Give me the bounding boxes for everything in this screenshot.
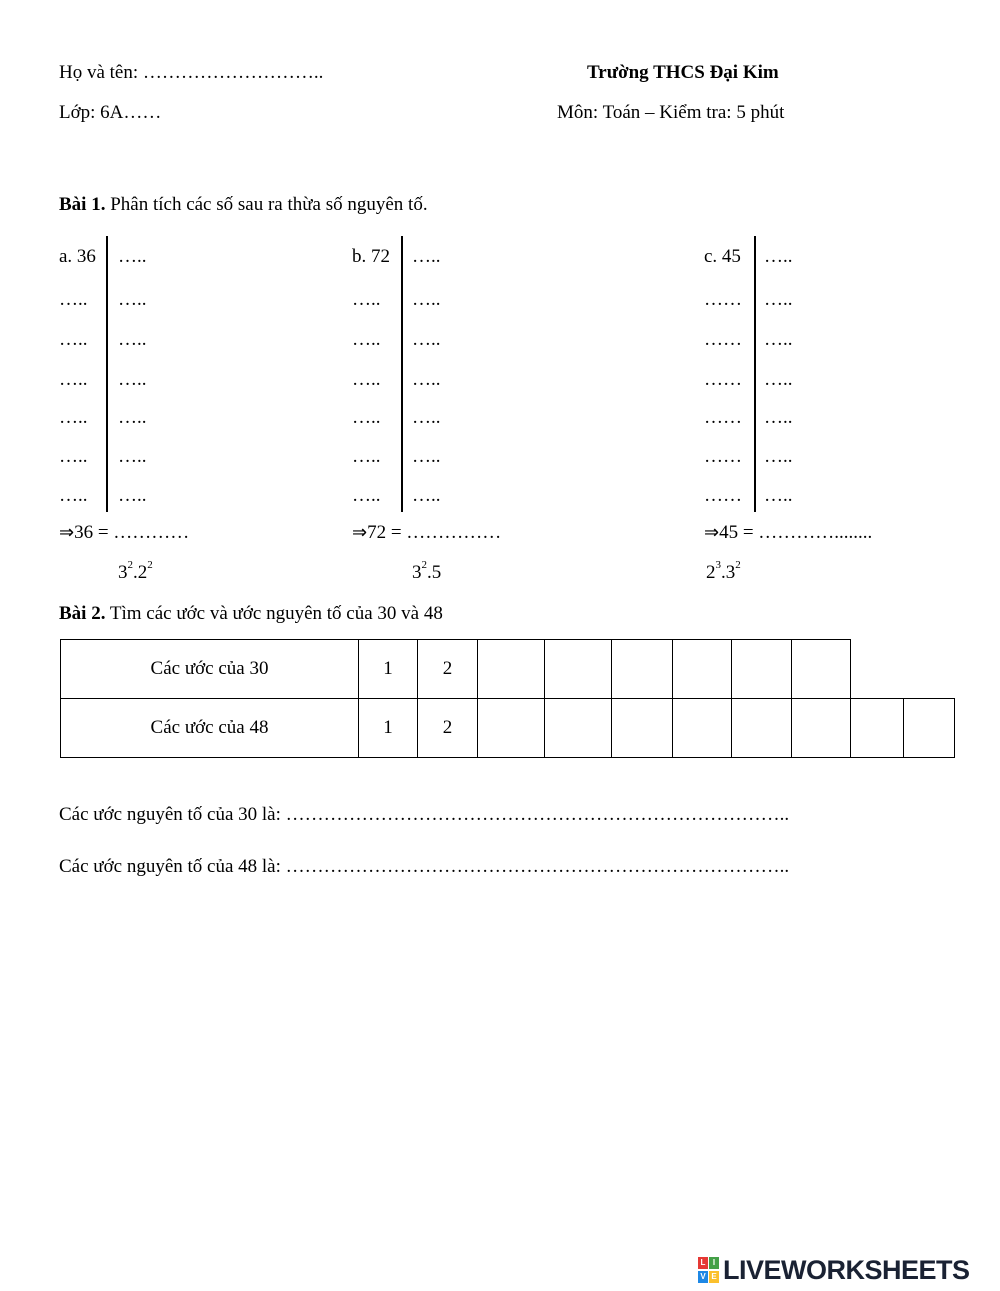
answer-exponent: 2 bbox=[127, 559, 133, 571]
column-row-left: ….. bbox=[59, 329, 88, 350]
logo-letter: L bbox=[698, 1257, 708, 1269]
implies-icon: ⇒ bbox=[704, 522, 720, 543]
answer-base: 2 bbox=[137, 562, 148, 583]
column-row-left: ….. bbox=[59, 485, 88, 506]
table-row bbox=[61, 640, 955, 699]
divisor-cell[interactable] bbox=[673, 640, 732, 699]
name-field-label: Họ và tên: ……………………….. bbox=[59, 62, 324, 83]
column-row-left: ….. bbox=[59, 289, 88, 310]
divisor-cell[interactable] bbox=[792, 699, 851, 758]
column-row-right: ….. bbox=[412, 329, 441, 350]
answer-dot: . bbox=[427, 562, 432, 583]
answer-expression bbox=[412, 559, 442, 583]
answer-base: 2 bbox=[706, 562, 716, 583]
column-row-left: ….. bbox=[59, 446, 88, 467]
divisor-cell[interactable] bbox=[904, 699, 955, 758]
column-first-left: b. 72 bbox=[352, 246, 390, 267]
prime-divisors-48: Các ước nguyên tố của 48 là: …………………………………………………………………….. bbox=[59, 856, 790, 877]
divisors-table bbox=[60, 639, 955, 758]
answer-exponent: 2 bbox=[735, 559, 741, 571]
answer-base: 3 bbox=[725, 562, 736, 583]
column-row-left: ….. bbox=[59, 369, 88, 390]
column-row-left: …… bbox=[704, 407, 742, 428]
column-row-right: ….. bbox=[764, 485, 793, 506]
liveworksheets-logo bbox=[698, 1254, 970, 1285]
column-first-right: ….. bbox=[118, 246, 147, 267]
divisor-cell[interactable]: 1 bbox=[359, 699, 418, 758]
bai2-heading bbox=[59, 604, 443, 623]
column-row-left: ….. bbox=[352, 485, 381, 506]
divisor-cell[interactable] bbox=[851, 699, 904, 758]
result-line bbox=[59, 523, 189, 542]
answer-base: 3 bbox=[412, 562, 422, 583]
row-label: Các ước của 48 bbox=[61, 699, 359, 758]
bai1-heading bbox=[59, 195, 428, 214]
column-row-right: ….. bbox=[412, 407, 441, 428]
divisor-cell[interactable] bbox=[732, 699, 792, 758]
column-first-right: ….. bbox=[412, 246, 441, 267]
table-row bbox=[61, 699, 955, 758]
column-row-right: ….. bbox=[764, 407, 793, 428]
logo-mark-icon bbox=[698, 1257, 719, 1284]
empty-space bbox=[851, 640, 955, 699]
column-row-right: ….. bbox=[412, 485, 441, 506]
column-first-left: c. 45 bbox=[704, 246, 741, 267]
answer-base: 5 bbox=[431, 562, 442, 583]
divisor-cell[interactable] bbox=[792, 640, 851, 699]
divisor-cell[interactable] bbox=[732, 640, 792, 699]
divisor-cell[interactable] bbox=[478, 699, 545, 758]
answer-exponent: 2 bbox=[421, 559, 427, 571]
column-row-right: ….. bbox=[412, 446, 441, 467]
column-row-left: …… bbox=[704, 329, 742, 350]
answer-exponent: 2 bbox=[147, 559, 153, 571]
column-row-right: ….. bbox=[764, 446, 793, 467]
row-label: Các ước của 30 bbox=[61, 640, 359, 699]
result-text: 36 = ………… bbox=[74, 522, 190, 543]
answer-dot: . bbox=[721, 562, 726, 583]
divisor-cell[interactable] bbox=[545, 699, 612, 758]
implies-icon: ⇒ bbox=[59, 522, 75, 543]
divisor-cell[interactable] bbox=[612, 699, 673, 758]
column-row-right: ….. bbox=[412, 289, 441, 310]
column-row-right: ….. bbox=[118, 485, 147, 506]
divisor-cell[interactable] bbox=[612, 640, 673, 699]
logo-letter: E bbox=[709, 1271, 719, 1283]
answer-expression bbox=[118, 559, 153, 583]
column-row-left: …… bbox=[704, 369, 742, 390]
column-row-left: …… bbox=[704, 485, 742, 506]
bai1-instruction: Phân tích các số sau ra thừa số nguyên tố. bbox=[110, 194, 428, 215]
division-line bbox=[106, 236, 108, 512]
result-line bbox=[352, 523, 501, 542]
column-first-left: a. 36 bbox=[59, 246, 96, 267]
bai2-number: Bài 2. bbox=[59, 603, 106, 624]
divisor-cell[interactable]: 2 bbox=[418, 699, 478, 758]
divisor-cell[interactable] bbox=[545, 640, 612, 699]
divisor-cell[interactable] bbox=[673, 699, 732, 758]
column-first-right: ….. bbox=[764, 246, 793, 267]
column-row-left: …… bbox=[704, 446, 742, 467]
division-line bbox=[401, 236, 403, 512]
answer-dot: . bbox=[133, 562, 138, 583]
divisor-cell[interactable] bbox=[478, 640, 545, 699]
column-row-right: ….. bbox=[118, 446, 147, 467]
column-row-left: ….. bbox=[59, 407, 88, 428]
column-row-left: ….. bbox=[352, 289, 381, 310]
logo-text: LIVEWORKSHEETS bbox=[723, 1254, 970, 1285]
result-line bbox=[704, 523, 872, 542]
column-row-left: ….. bbox=[352, 407, 381, 428]
answer-expression bbox=[706, 559, 741, 583]
divisor-cell[interactable]: 1 bbox=[359, 640, 418, 699]
answer-exponent: 3 bbox=[715, 559, 721, 571]
column-row-right: ….. bbox=[764, 289, 793, 310]
logo-letter: V bbox=[698, 1271, 708, 1283]
implies-icon: ⇒ bbox=[352, 522, 368, 543]
column-row-right: ….. bbox=[118, 369, 147, 390]
column-row-left: ….. bbox=[352, 329, 381, 350]
subject-line: Môn: Toán – Kiểm tra: 5 phút bbox=[557, 102, 785, 123]
column-row-left: …… bbox=[704, 289, 742, 310]
class-field-label: Lớp: 6A…… bbox=[59, 102, 162, 123]
column-row-right: ….. bbox=[118, 329, 147, 350]
column-row-left: ….. bbox=[352, 369, 381, 390]
logo-letter: I bbox=[709, 1257, 719, 1269]
divisor-cell[interactable]: 2 bbox=[418, 640, 478, 699]
column-row-right: ….. bbox=[412, 369, 441, 390]
division-line bbox=[754, 236, 756, 512]
column-row-right: ….. bbox=[118, 289, 147, 310]
prime-divisors-30: Các ước nguyên tố của 30 là: …………………………………………………………………….. bbox=[59, 804, 790, 825]
result-text: 72 = …………… bbox=[367, 522, 502, 543]
result-text: 45 = …………........ bbox=[719, 522, 873, 543]
bai1-number: Bài 1. bbox=[59, 194, 106, 215]
bai2-instruction: Tìm các ước và ước nguyên tố của 30 và 48 bbox=[109, 603, 443, 624]
column-row-left: ….. bbox=[352, 446, 381, 467]
answer-base: 3 bbox=[118, 562, 128, 583]
column-row-right: ….. bbox=[764, 329, 793, 350]
column-row-right: ….. bbox=[764, 369, 793, 390]
school-name: Trường THCS Đại Kim bbox=[587, 62, 779, 83]
column-row-right: ….. bbox=[118, 407, 147, 428]
